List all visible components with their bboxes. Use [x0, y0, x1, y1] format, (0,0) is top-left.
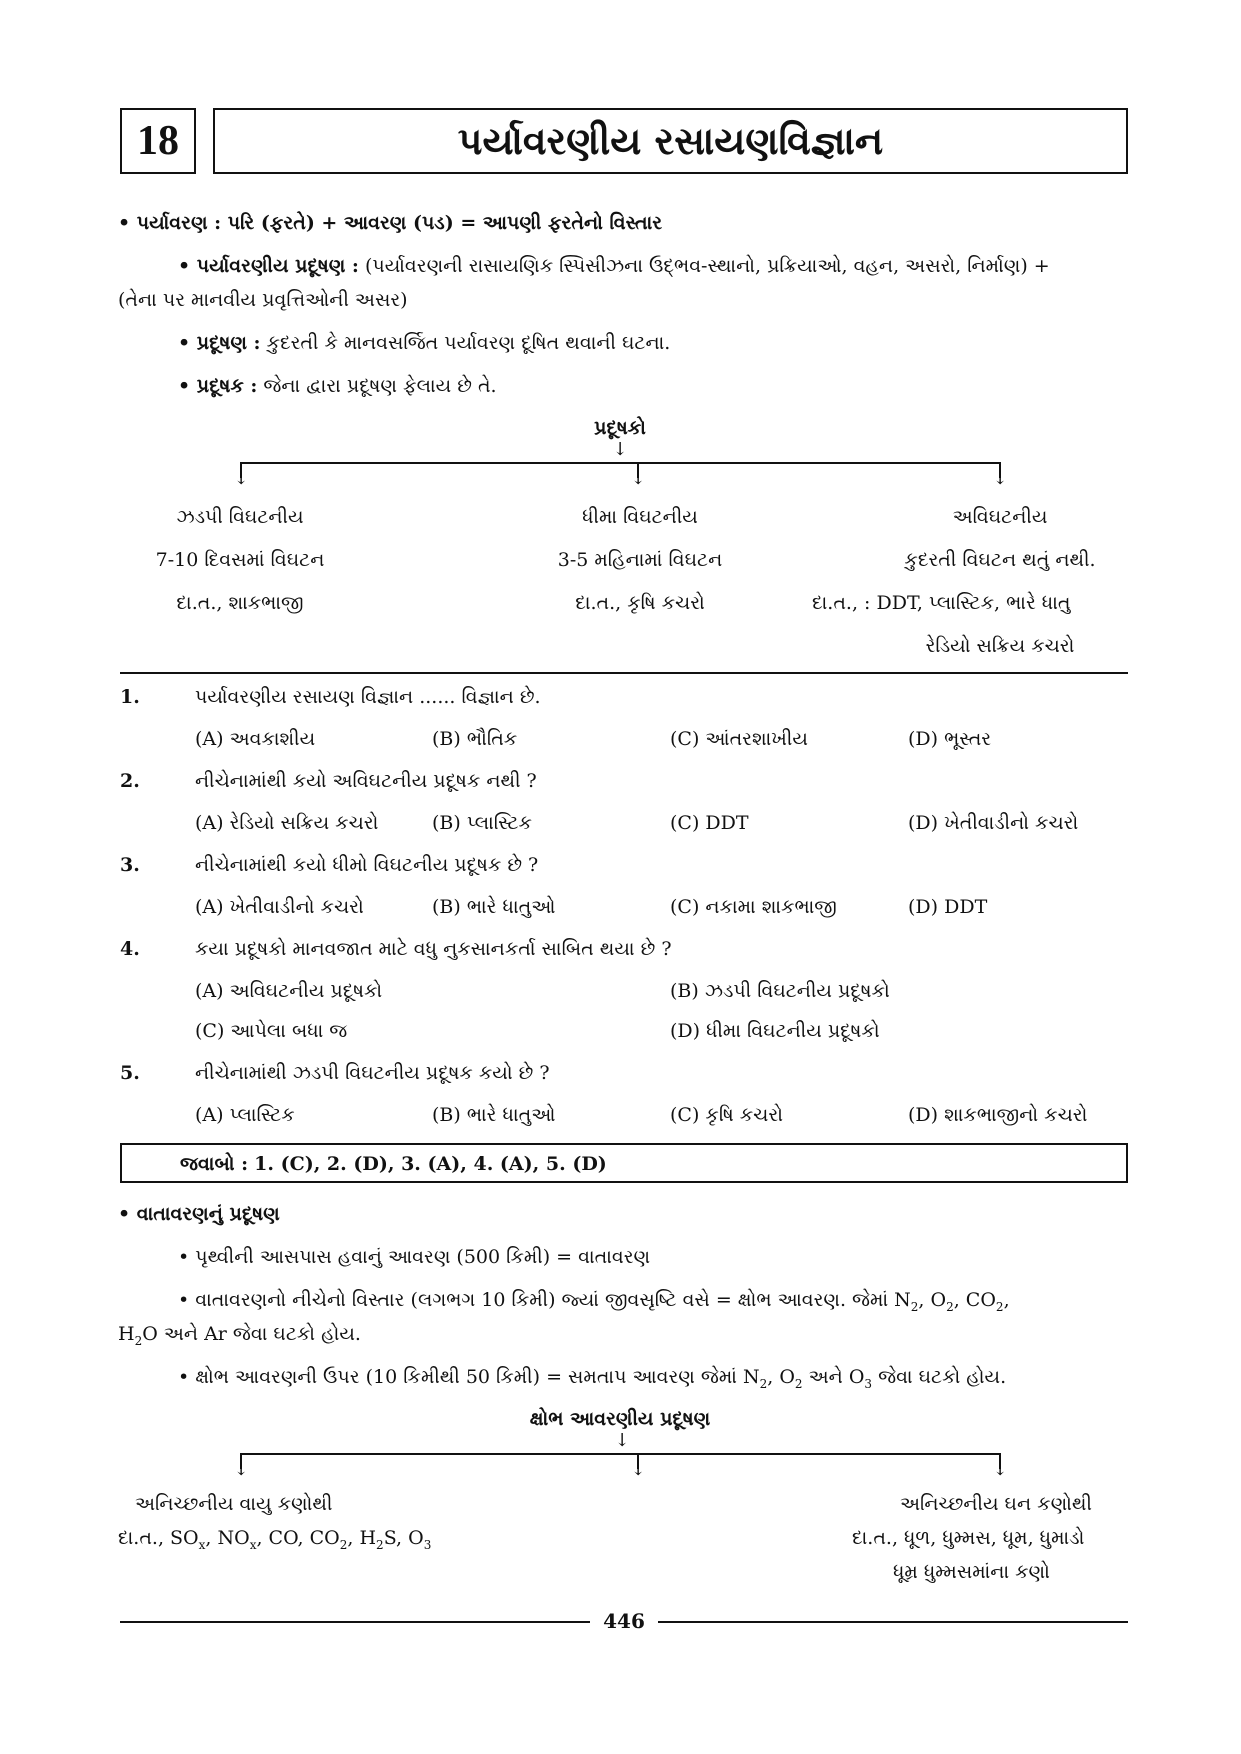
atmosphere-para-3-text: • ક્ષોભ આવરણની ઉપર (10 કિમીથી 50 કિમી) = સમતાપ આવરણ જેમાં N	[178, 1366, 760, 1388]
chapter-title: પર્યાવરણીય રસાયણવિજ્ઞાન	[213, 108, 1128, 174]
question-text: નીચેનામાંથી કયો અવિઘટનીય પ્રદૂષક નથી ?	[195, 770, 537, 792]
intro-line-1: • પર્યાવરણ : પરિ (ફરતે) + આવરણ (પડ) = આપણી ફરતેનો વિસ્તાર	[118, 212, 663, 234]
footer-line-right	[658, 1621, 1128, 1623]
answer-line	[180, 1153, 607, 1175]
tree2-middle-arrow: ↓	[630, 1459, 646, 1480]
tree1-right-example-2: રેડિયો સક્રિય કચરો	[925, 635, 1075, 657]
intro-para-3-label: • પ્રદૂષણ :	[178, 332, 261, 354]
intro-para-2-cont: (તેના પર માનવીય પ્રવૃત્તિઓની અસર)	[118, 289, 408, 311]
answer-label: જવાબો :	[180, 1153, 249, 1175]
option-c: (C) DDT	[670, 812, 749, 834]
question-number: 3.	[120, 854, 140, 876]
tree1-down-arrow: ↓	[612, 439, 628, 460]
tree1-root: પ્રદૂષકો	[594, 417, 646, 439]
option-a: (A) અવિઘટનીય પ્રદૂષકો	[195, 980, 383, 1002]
question-number: 4.	[120, 938, 140, 960]
atmosphere-para-2-h: H	[118, 1323, 135, 1345]
option-d: (D) DDT	[908, 896, 988, 918]
tree2-left-title: અનિચ્છનીય વાયુ કણોથી	[135, 1493, 333, 1515]
tree1-branch-line	[240, 462, 1000, 464]
tree1-left-arrow: ↓	[233, 468, 249, 489]
tree1-middle-arrow: ↓	[630, 468, 646, 489]
atmosphere-para-2-text: • વાતાવરણનો નીચેનો વિસ્તાર (લગભગ 10 કિમી) જ્યાં જીવસૃષ્ટિ વસે = ક્ષોભ આવરણ. જેમાં N	[178, 1289, 911, 1311]
tree1-right-arrow: ↓	[992, 468, 1008, 489]
tree1-right-example: દા.ત., : DDT, પ્લાસ્ટિક, ભારે ધાતુ	[812, 592, 1071, 614]
option-d: (D) ભૂસ્તર	[908, 728, 992, 750]
atmosphere-para-2-cont: $H_2O$ અને Ar જેવા ઘટકો હોય.	[118, 1323, 361, 1348]
page-number: 446	[603, 1609, 645, 1633]
atmosphere-heading: • વાતાવરણનું પ્રદૂષણ	[118, 1203, 280, 1225]
tree2-right-example: દા.ત., ધૂળ, ધુમ્મસ, ધૂમ, ધુમાડો	[852, 1527, 1085, 1549]
atmosphere-para-2-end: O અને Ar જેવા ઘટકો હોય.	[142, 1323, 361, 1345]
intro-para-4-text: જેના દ્વારા પ્રદૂષણ ફેલાય છે તે.	[257, 375, 497, 397]
option-c: (C) નકામા શાકભાજી	[670, 896, 837, 918]
footer-line-left	[120, 1621, 590, 1623]
intro-para-3-text: કુદરતી કે માનવસર્જિત પર્યાવરણ દૂષિત થવાની ઘટના.	[260, 332, 671, 354]
question-text: નીચેનામાંથી ઝડપી વિઘટનીય પ્રદૂષક કયો છે ?	[195, 1062, 550, 1084]
tree1-left-example: દા.ત., શાકભાજી	[176, 592, 304, 614]
question-number: 5.	[120, 1062, 140, 1084]
tree1-right-title: અવિઘટનીય	[952, 506, 1048, 528]
intro-para-2	[178, 255, 1050, 277]
option-d: (D) શાકભાજીનો કચરો	[908, 1104, 1088, 1126]
option-d: (D) ખેતીવાડીનો કચરો	[908, 812, 1079, 834]
tree2-left-example-text: દા.ત., SO	[118, 1527, 199, 1549]
atmosphere-para-1: • પૃથ્વીની આસપાસ હવાનું આવરણ (500 કિમી) = વાતાવરણ	[178, 1246, 651, 1268]
tree1-middle-title: ધીમા વિઘટનીય	[582, 506, 698, 528]
option-c: (C) આંતરશાખીય	[670, 728, 808, 750]
question-text: નીચેનામાંથી કયો ધીમો વિઘટનીય પ્રદૂષક છે ?	[195, 854, 539, 876]
tree2-left-arrow: ↓	[233, 1459, 249, 1480]
option-b: (B) ભારે ધાતુઓ	[432, 896, 556, 918]
tree2-right-example-2: ધૂમ્ર ધુમ્મસમાંના કણો	[893, 1561, 1050, 1583]
option-a: (A) રેડિયો સક્રિય કચરો	[195, 812, 379, 834]
tree2-right-title: અનિચ્છનીય ઘન કણોથી	[900, 1493, 1092, 1515]
option-b: (B) ભૌતિક	[432, 728, 518, 750]
tree1-left-title: ઝડપી વિઘટનીય	[176, 506, 304, 528]
chapter-number: 18	[120, 108, 196, 174]
option-a: (A) ખેતીવાડીનો કચરો	[195, 896, 364, 918]
atmosphere-para-2: • વાતાવરણનો નીચેનો વિસ્તાર (લગભગ 10 કિમી) જ્યાં જીવસૃષ્ટિ વસે = ક્ષોભ આવરણ. જેમાં $N_2$, $O_2$, $CO_2$,	[178, 1289, 1010, 1314]
intro-para-4-label: • પ્રદૂષક :	[178, 375, 258, 397]
tree2-branch-line	[240, 1453, 1000, 1455]
tree1-middle-example: દા.ત., કૃષિ કચરો	[575, 592, 705, 614]
question-number: 2.	[120, 770, 140, 792]
tree1-right-desc: કુદરતી વિઘટન થતું નથી.	[904, 549, 1096, 571]
option-c: (C) આપેલા બધા જ	[195, 1020, 348, 1042]
tree2-left-example: દા.ત., $SO_x$, $NO_x$, CO, $CO_2$, $H_2S$, $O_3$	[118, 1527, 432, 1552]
intro-para-3	[178, 332, 670, 354]
question-text: કયા પ્રદૂષકો માનવજાત માટે વધુ નુકસાનકર્તા સાબિત થયા છે ?	[195, 938, 672, 960]
option-b: (B) પ્લાસ્ટિક	[432, 812, 532, 834]
answer-box	[120, 1143, 1128, 1183]
tree2-right-arrow: ↓	[992, 1459, 1008, 1480]
option-b: (B) ભારે ધાતુઓ	[432, 1104, 556, 1126]
tree1-left-desc: 7-10 દિવસમાં વિઘટન	[155, 549, 325, 571]
option-c: (C) કૃષિ કચરો	[670, 1104, 783, 1126]
intro-para-2-label: • પર્યાવરણીય પ્રદૂષણ :	[178, 255, 359, 277]
option-d: (D) ધીમા વિઘટનીય પ્રદૂષકો	[670, 1020, 880, 1042]
option-a: (A) અવકાશીય	[195, 728, 316, 750]
option-a: (A) પ્લાસ્ટિક	[195, 1104, 295, 1126]
question-text: પર્યાવરણીય રસાયણ વિજ્ઞાન ...... વિજ્ઞાન છે.	[195, 686, 541, 708]
atmosphere-para-3-end: જેવા ઘટકો હોય.	[878, 1366, 1007, 1388]
intro-para-2-text: (પર્યાવરણની રાસાયણિક સ્પિસીઝના ઉદ્ભવ-સ્થાનો, પ્રક્રિયાઓ, વહન, અસરો, નિર્માણ) +	[358, 255, 1050, 277]
option-b: (B) ઝડપી વિઘટનીય પ્રદૂષકો	[670, 980, 890, 1002]
tree2-down-arrow: ↓	[614, 1430, 630, 1451]
tree1-middle-desc: 3-5 મહિનામાં વિઘટન	[557, 549, 723, 571]
atmosphere-para-3: • ક્ષોભ આવરણની ઉપર (10 કિમીથી 50 કિમી) = સમતાપ આવરણ જેમાં $N_2$, $O_2$ અને $O_3$ જેવા ઘટકો હોય.	[178, 1366, 1007, 1391]
tree2-root: ક્ષોભ આવરણીય પ્રદૂષણ	[529, 1408, 711, 1430]
intro-para-4	[178, 375, 497, 397]
section-divider	[120, 672, 1128, 674]
answer-text: 1. (C), 2. (D), 3. (A), 4. (A), 5. (D)	[254, 1153, 607, 1175]
question-number: 1.	[120, 686, 140, 708]
